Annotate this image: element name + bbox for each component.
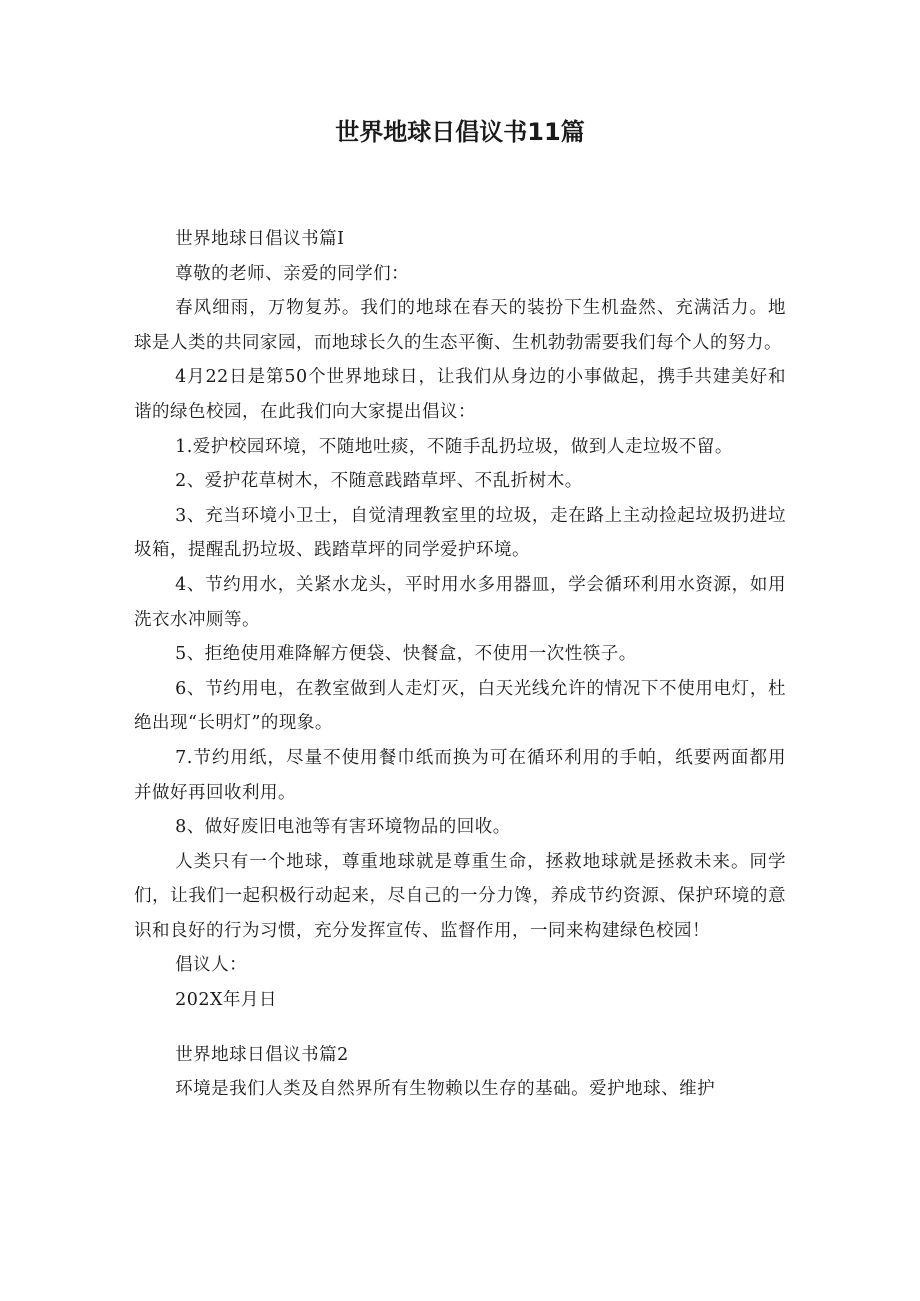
list-item: 1.爱护校园环境，不随地吐痰，不随手乱扔垃圾，做到人走垃圾不留。: [175, 436, 733, 457]
list-item: 6、节约用电，在教室做到人走灯灭，白天光线允许的情况下不使用电灯，杜绝出现“长明灯”的现象。: [134, 678, 786, 734]
list-item: 8、做好废旧电池等有害环境物品的回收。: [175, 817, 511, 838]
list-item: 3、充当环境小卫士，自觉清理教室里的垃圾，走在路上主动捡起垃圾扔进垃圾箱，提醒乱扔垃圾、践踏草坪的同学爱护环境。: [134, 505, 786, 561]
document-title: 世界地球日倡议书11篇: [335, 118, 585, 146]
section-heading: 世界地球日倡议书篇2: [175, 1044, 349, 1065]
paragraph: 环境是我们人类及自然界所有生物赖以生存的基础。爱护地球、维护: [175, 1079, 716, 1100]
list-item: 2、爱护花草树木，不随意践踏草坪、不乱折树木。: [175, 471, 583, 492]
salutation: 尊敬的老师、亲爱的同学们：: [175, 263, 410, 284]
list-item: 7.节约用纸，尽量不使用餐巾纸而换为可在循环利用的手帕，纸要两面都用并做好再回收利用。: [134, 747, 786, 803]
paragraph: 春风细雨，万物复苏。我们的地球在春天的装扮下生机盎然、充满活力。地球是人类的共同家园，而地球长久的生态平衡、生机勃勃需要我们每个人的努力。: [134, 298, 786, 353]
paragraph: 4月22日是第50个世界地球日，让我们从身边的小事做起，携手共建美好和谐的绿色校园，在此我们向大家提出倡议：: [134, 367, 786, 422]
document-body: [134, 222, 786, 1107]
list-item: 5、拒绝使用难降解方便袋、快餐盒，不使用一次性筷子。: [175, 644, 637, 665]
signature: 倡议人：: [175, 955, 248, 976]
date: 202X年月日: [175, 990, 277, 1011]
list-item: 4、节约用水，关紧水龙头，平时用水多用器皿，学会循环利用水资源，如用洗衣水冲厕等。: [134, 574, 786, 630]
paragraph: 人类只有一个地球，尊重地球就是尊重生命，拯救地球就是拯救未来。同学们，让我们一起积极行动起来，尽自己的一分力馋，养成节约资源、保护环境的意识和良好的行为习惯，充分发挥宣传、监督作用，一同来构建绿色校园！: [134, 851, 786, 941]
section-heading: 世界地球日倡议书篇I: [175, 229, 345, 249]
